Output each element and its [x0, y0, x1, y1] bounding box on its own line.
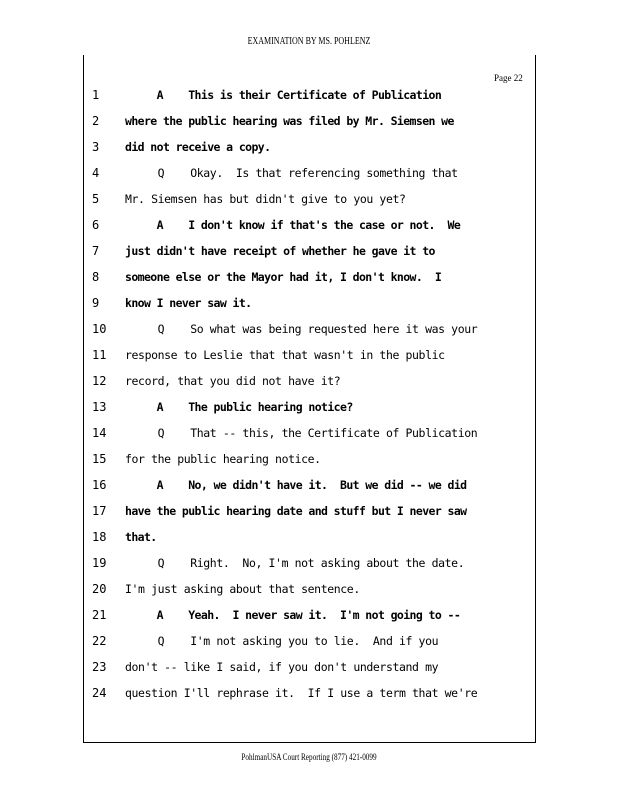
transcript-line — [0, 244, 618, 270]
line-text: A This is their Certificate of Publication — [125, 88, 442, 102]
line-text: did not receive a copy. — [125, 140, 271, 154]
line-number: 12 — [92, 374, 107, 388]
line-number: 24 — [92, 686, 107, 700]
page-footer: PohlmanUSA Court Reporting (877) 421-0099 — [241, 752, 377, 762]
line-text: record, that you did not have it? — [125, 374, 341, 388]
line-number: 21 — [92, 608, 107, 622]
line-number: 22 — [92, 634, 107, 648]
transcript-line — [0, 140, 618, 166]
line-number: 4 — [92, 166, 100, 180]
transcript-line — [0, 556, 618, 582]
page-number: Page 22 — [494, 73, 523, 83]
line-number: 6 — [92, 218, 100, 232]
line-number: 18 — [92, 530, 107, 544]
line-text: Q Okay. Is that referencing something that — [125, 166, 458, 180]
line-text: have the public hearing date and stuff but I never saw — [125, 504, 467, 518]
line-number: 8 — [92, 270, 100, 284]
line-number: 1 — [92, 88, 100, 102]
line-number: 19 — [92, 556, 107, 570]
transcript-line — [0, 504, 618, 530]
line-text: where the public hearing was filed by Mr. Siemsen we — [125, 114, 454, 128]
line-text: Q So what was being requested here it was your — [125, 322, 478, 336]
page-header: EXAMINATION BY MS. POHLENZ — [247, 36, 371, 47]
line-number: 11 — [92, 348, 107, 362]
line-text: Mr. Siemsen has but didn't give to you yet? — [125, 192, 406, 206]
line-text: Q I'm not asking you to lie. And if you — [125, 634, 439, 648]
line-number: 20 — [92, 582, 107, 596]
line-number: 23 — [92, 660, 107, 674]
transcript-line — [0, 348, 618, 374]
transcript-line — [0, 88, 618, 114]
line-text: someone else or the Mayor had it, I don't know. I — [125, 270, 442, 284]
transcript-line — [0, 218, 618, 244]
line-number: 13 — [92, 400, 107, 414]
line-number: 16 — [92, 478, 107, 492]
transcript-line — [0, 452, 618, 478]
line-text: Q Right. No, I'm not asking about the date. — [125, 556, 465, 570]
line-number: 10 — [92, 322, 107, 336]
line-text: Q That -- this, the Certificate of Publication — [125, 426, 478, 440]
transcript-line — [0, 582, 618, 608]
transcript-line — [0, 686, 618, 712]
transcript-line — [0, 478, 618, 504]
line-number: 14 — [92, 426, 107, 440]
line-text: A Yeah. I never saw it. I'm not going to -- — [125, 608, 461, 622]
line-text: just didn't have receipt of whether he gave it to — [125, 244, 435, 258]
line-number: 15 — [92, 452, 107, 466]
transcript-line — [0, 608, 618, 634]
transcript-line — [0, 296, 618, 322]
line-number: 9 — [92, 296, 100, 310]
line-text: A No, we didn't have it. But we did -- we did — [125, 478, 467, 492]
transcript-line — [0, 426, 618, 452]
transcript-line — [0, 530, 618, 556]
transcript-line — [0, 166, 618, 192]
line-text: I'm just asking about that sentence. — [125, 582, 360, 596]
line-text: A I don't know if that's the case or not. We — [125, 218, 461, 232]
line-text: for the public hearing notice. — [125, 452, 321, 466]
line-text: question I'll rephrase it. If I use a term that we're — [125, 686, 478, 700]
transcript-line — [0, 400, 618, 426]
line-text: response to Leslie that that wasn't in the public — [125, 348, 445, 362]
transcript-line — [0, 322, 618, 348]
transcript-line — [0, 114, 618, 140]
line-number: 2 — [92, 114, 100, 128]
transcript-line — [0, 192, 618, 218]
line-number: 3 — [92, 140, 100, 154]
line-text: don't -- like I said, if you don't understand my — [125, 660, 439, 674]
transcript-line — [0, 270, 618, 296]
line-text: that. — [125, 530, 157, 544]
transcript-line — [0, 374, 618, 400]
line-number: 5 — [92, 192, 100, 206]
transcript-line — [0, 660, 618, 686]
line-number: 7 — [92, 244, 100, 258]
line-text: A The public hearing notice? — [125, 400, 353, 414]
line-text: know I never saw it. — [125, 296, 252, 310]
line-number: 17 — [92, 504, 107, 518]
transcript-line — [0, 634, 618, 660]
